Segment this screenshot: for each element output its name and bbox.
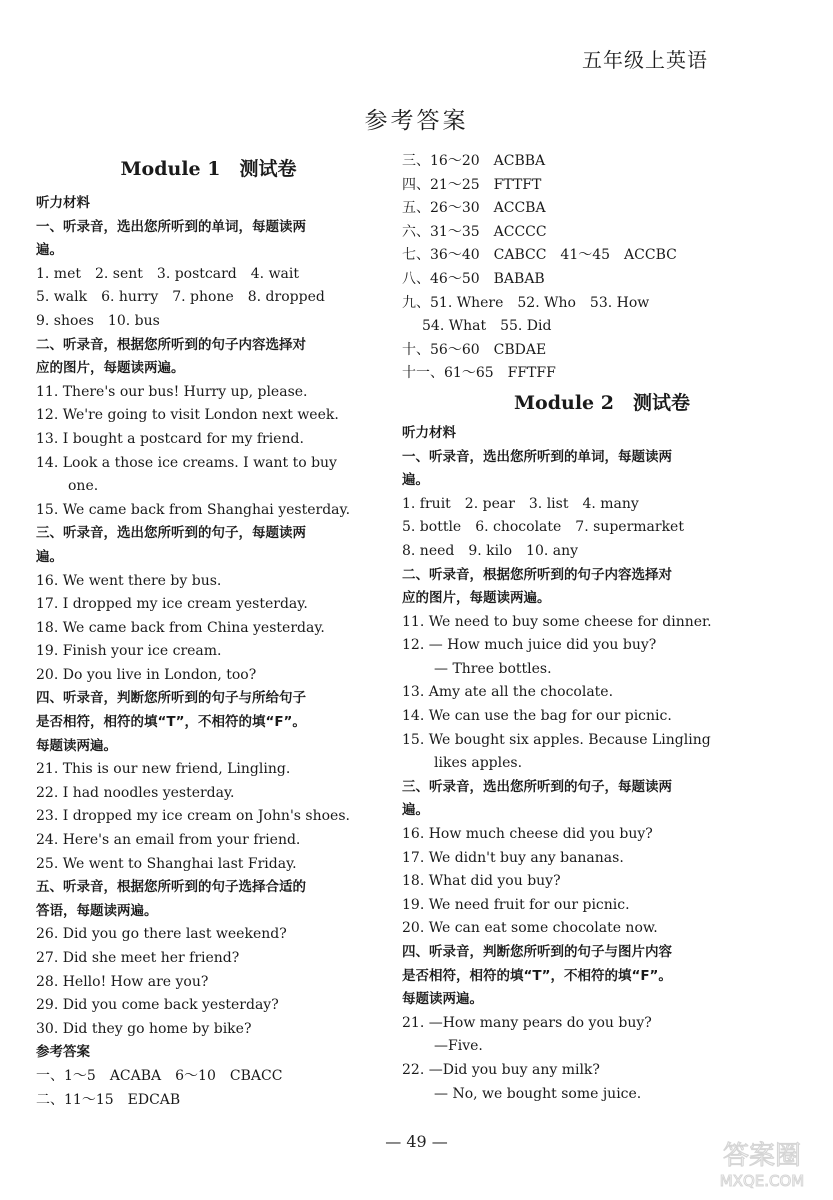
- instruction-line: 三、听录音，选出您所听到的句子，每题读两: [36, 525, 306, 542]
- instruction-line: 每题读两遍。: [402, 991, 483, 1008]
- page-header: 五年级上英语: [582, 48, 708, 72]
- instruction-line: 遍。: [402, 472, 429, 489]
- text-line: 21. This is our new friend, Lingling.: [36, 761, 291, 778]
- text-line: 12. We're going to visit London next week.: [36, 407, 339, 424]
- text-line: 三、16～20 ACBBA: [402, 153, 546, 169]
- instruction-line: 听力材料: [36, 195, 90, 211]
- section-heading: Module 2 测试卷: [514, 391, 690, 414]
- instruction-line: 遍。: [36, 242, 63, 259]
- page-title: 参考答案: [364, 108, 469, 134]
- text-line: 13. Amy ate all the chocolate.: [402, 684, 614, 701]
- text-line: 16. We went there by bus.: [36, 572, 222, 589]
- text-line: 5. walk 6. hurry 7. phone 8. dropped: [36, 289, 325, 306]
- text-line: —Five.: [434, 1038, 483, 1055]
- text-line: 18. We came back from China yesterday.: [36, 619, 325, 636]
- text-line: 六、31～35 ACCCC: [402, 223, 547, 240]
- text-line: 24. Here's an email from your friend.: [36, 832, 301, 849]
- page-number: — 49 —: [385, 1132, 448, 1151]
- instruction-line: 四、听录音，判断您所听到的句子与所给句子: [36, 690, 306, 707]
- text-line: 26. Did you go there last weekend?: [36, 926, 287, 943]
- instruction-line: 每题读两遍。: [36, 737, 117, 754]
- text-line: 14. Look a those ice creams. I want to buy: [36, 454, 337, 471]
- text-line: 20. We can eat some chocolate now.: [402, 920, 658, 937]
- text-line: 八、46～50 BABAB: [402, 270, 545, 287]
- text-line: likes apples.: [434, 755, 523, 772]
- text-line: 29. Did you come back yesterday?: [36, 997, 279, 1014]
- text-line: 23. I dropped my ice cream on John's shoes.: [36, 808, 350, 825]
- text-line: 9. shoes 10. bus: [36, 312, 160, 329]
- section-heading: Module 1 测试卷: [120, 158, 297, 180]
- right-column: [402, 150, 802, 1106]
- text-line: 25. We went to Shanghai last Friday.: [36, 855, 297, 872]
- text-line: 20. Do you live in London, too?: [36, 666, 257, 683]
- text-line: 15. We came back from Shanghai yesterday.: [36, 501, 351, 518]
- text-line: 17. We didn't buy any bananas.: [402, 849, 624, 866]
- text-line: 19. We need fruit for our picnic.: [402, 896, 630, 913]
- text-line: 九、51. Where 52. Who 53. How: [402, 294, 650, 311]
- text-line: 8. need 9. kilo 10. any: [402, 542, 579, 559]
- text-line: 14. We can use the bag for our picnic.: [402, 708, 672, 725]
- instruction-line: 应的图片，每题读两遍。: [36, 360, 185, 377]
- text-line: 17. I dropped my ice cream yesterday.: [36, 596, 308, 613]
- text-line: 19. Finish your ice cream.: [36, 643, 222, 660]
- text-line: 一、1～5 ACABA 6～10 CBACC: [36, 1067, 283, 1084]
- text-line: 1. fruit 2. pear 3. list 4. many: [402, 495, 639, 512]
- instruction-line: 一、听录音，选出您所听到的单词，每题读两: [36, 218, 306, 235]
- instruction-line: 是否相符，相符的填“T”，不相符的填“F”。: [402, 967, 672, 984]
- text-line: — Three bottles.: [434, 660, 552, 677]
- watermark-text: 答案圈: [722, 1141, 802, 1171]
- text-line: 十、56～60 CBDAE: [402, 341, 547, 358]
- instruction-line: 是否相符，相符的填“T”，不相符的填“F”。: [36, 714, 306, 731]
- instruction-line: 五、听录音，根据您所听到的句子选择合适的: [36, 879, 306, 896]
- instruction-line: 遍。: [402, 802, 429, 819]
- instruction-line: 遍。: [36, 548, 63, 565]
- text-line: 27. Did she meet her friend?: [36, 950, 240, 966]
- text-line: 11. We need to buy some cheese for dinner.: [402, 613, 712, 630]
- instruction-line: 二、听录音，根据您所听到的句子内容选择对: [402, 566, 672, 583]
- text-line: 1. met 2. sent 3. postcard 4. wait: [36, 265, 300, 282]
- instruction-line: 四、听录音，判断您所听到的句子与图片内容: [402, 944, 672, 960]
- text-line: 七、36～40 CABCC 41～45 ACCBC: [402, 247, 677, 264]
- text-line: 5. bottle 6. chocolate 7. supermarket: [402, 519, 684, 536]
- text-line: 30. Did they go home by bike?: [36, 1020, 252, 1037]
- text-line: 21. —How many pears do you buy?: [402, 1014, 652, 1031]
- left-column: [36, 150, 381, 1112]
- text-line: one.: [68, 478, 99, 495]
- text-line: 12. — How much juice did you buy?: [402, 637, 657, 654]
- text-line: 十一、61～65 FFTFF: [402, 365, 556, 382]
- text-line: 22. —Did you buy any milk?: [402, 1061, 600, 1078]
- watermark-logo: [699, 1132, 825, 1192]
- text-line: 15. We bought six apples. Because Lingling: [402, 731, 711, 748]
- text-line: 54. What 55. Did: [422, 318, 552, 335]
- text-line: 16. How much cheese did you buy?: [402, 826, 653, 843]
- text-line: 18. What did you buy?: [402, 873, 561, 890]
- text-line: 11. There's our bus! Hurry up, please.: [36, 383, 308, 400]
- text-line: — No, we bought some juice.: [434, 1085, 642, 1102]
- instruction-line: 参考答案: [36, 1044, 90, 1061]
- instruction-line: 二、听录音，根据您所听到的句子内容选择对: [36, 336, 306, 353]
- text-line: 五、26～30 ACCBA: [402, 200, 546, 217]
- instruction-line: 听力材料: [402, 424, 456, 441]
- instruction-line: 一、听录音，选出您所听到的单词，每题读两: [402, 448, 672, 465]
- text-line: 二、11～15 EDCAB: [36, 1091, 181, 1108]
- text-line: 13. I bought a postcard for my friend.: [36, 430, 304, 447]
- instruction-line: 应的图片，每题读两遍。: [402, 590, 551, 607]
- watermark-subtext: MXQE.COM: [719, 1172, 805, 1190]
- text-line: 四、21～25 FTTFT: [402, 176, 542, 193]
- instruction-line: 三、听录音，选出您所听到的句子，每题读两: [402, 778, 672, 795]
- instruction-line: 答语，每题读两遍。: [36, 902, 158, 919]
- text-line: 22. I had noodles yesterday.: [36, 784, 235, 801]
- text-line: 28. Hello! How are you?: [36, 973, 209, 990]
